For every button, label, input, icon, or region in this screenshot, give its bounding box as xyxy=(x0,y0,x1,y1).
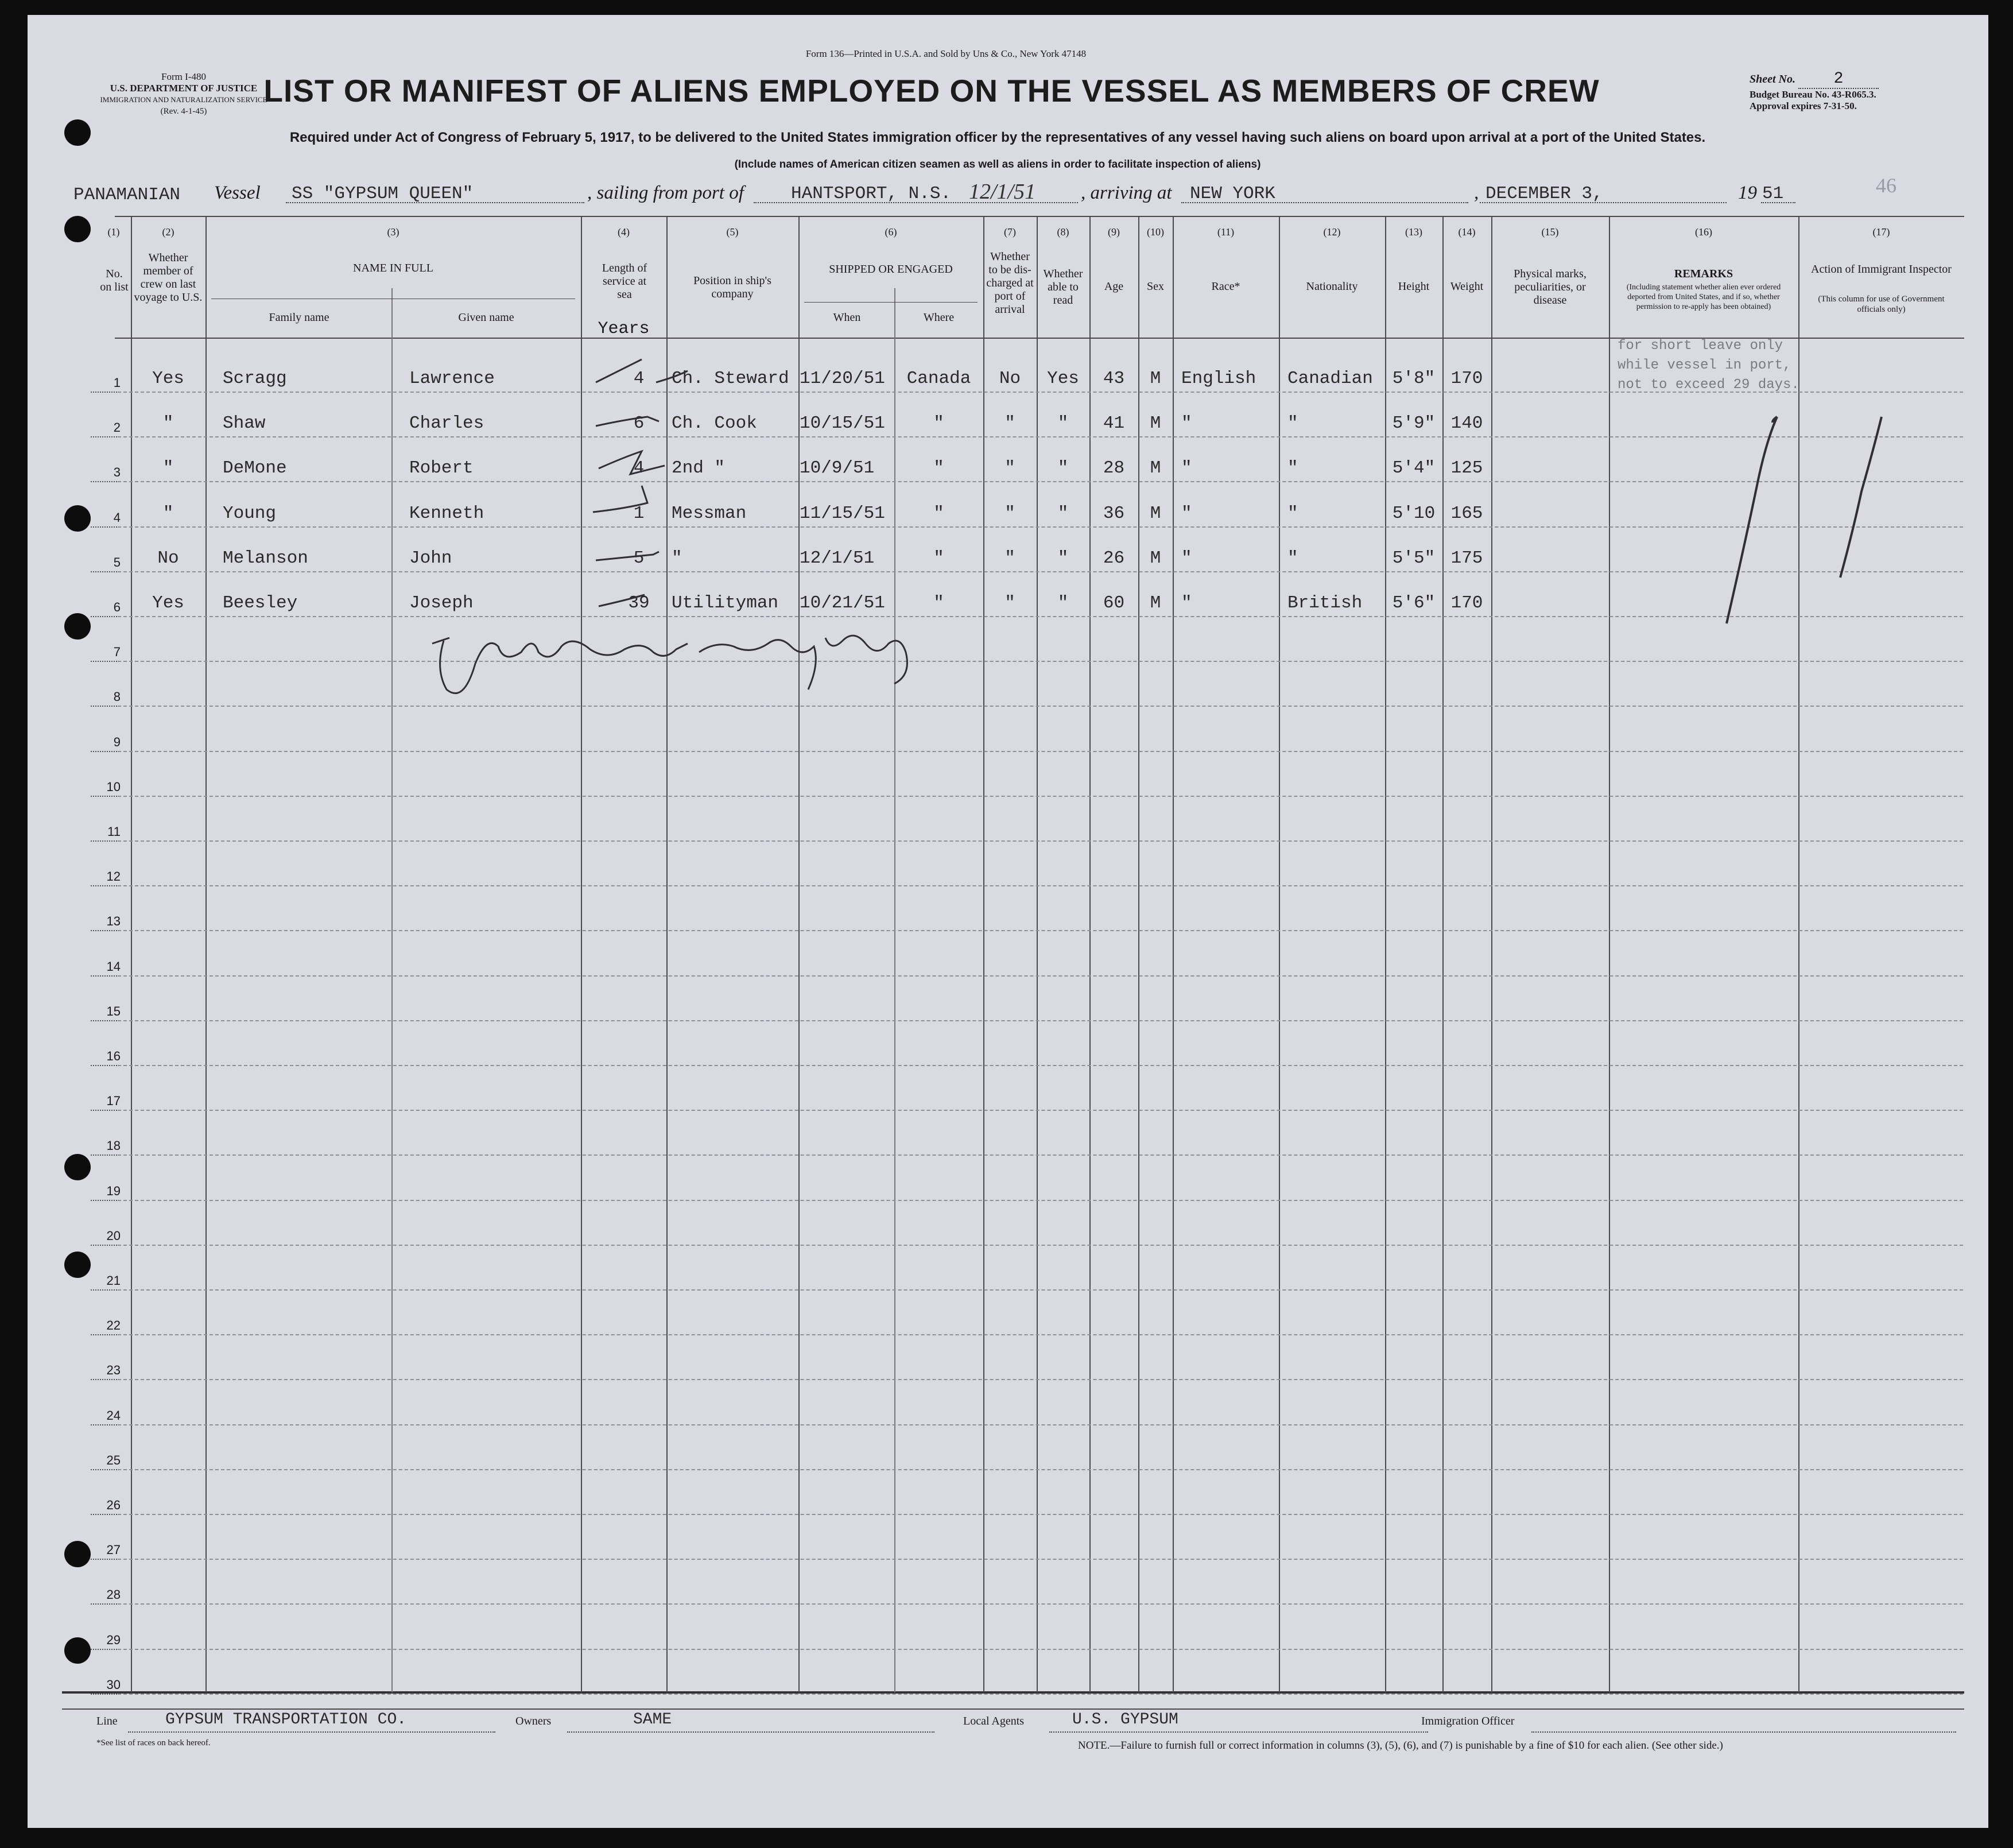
vessel-name: SS "GYPSUM QUEEN" xyxy=(292,184,474,204)
years-at-sea: 1 xyxy=(633,503,645,524)
col-num-6: (6) xyxy=(885,226,897,238)
sailing-label: , sailing from port of xyxy=(587,183,744,203)
able-to-read: " xyxy=(1057,548,1069,568)
position: Messman xyxy=(672,503,747,524)
header-height: Height xyxy=(1398,280,1430,293)
arriving-label: , arriving at xyxy=(1081,183,1172,203)
years-at-sea: 4 xyxy=(633,458,645,478)
year-prefix: 19 xyxy=(1738,183,1757,203)
crew-last-voyage: Yes xyxy=(152,593,184,613)
sheet-number: 2 xyxy=(1798,70,1879,89)
shipped-where: " xyxy=(933,458,944,478)
header-nationality: Nationality xyxy=(1306,280,1358,293)
agents-value: U.S. GYPSUM xyxy=(1072,1711,1178,1729)
punch-hole xyxy=(64,216,91,242)
years-at-sea: 4 xyxy=(633,369,645,389)
punch-hole xyxy=(64,505,91,532)
row-number: 29 xyxy=(106,1633,121,1647)
given-name: John xyxy=(409,548,452,568)
row-number: 1 xyxy=(113,375,121,390)
header-inspector-action: Action of Immigrant Inspector xyxy=(1811,263,1952,276)
header-given-name: Given name xyxy=(458,311,514,324)
position: " xyxy=(672,548,682,568)
punch-hole xyxy=(64,1154,91,1180)
weight: 170 xyxy=(1450,369,1483,389)
header-remarks-note: (Including statement whether alien ever ordered deported from United States, and if so, whether permission to re-apply has been obtained) xyxy=(1626,283,1781,311)
row-number: 12 xyxy=(106,869,121,884)
race: " xyxy=(1181,548,1192,568)
discharged: " xyxy=(1004,503,1015,524)
header-weight: Weight xyxy=(1450,280,1484,293)
header-inspector-note: (This column for use of Government officials only) xyxy=(1818,295,1945,314)
sex: M xyxy=(1150,413,1161,433)
col-num-2: (2) xyxy=(162,226,174,238)
col-num-13: (13) xyxy=(1405,226,1422,238)
weight: 175 xyxy=(1450,548,1483,568)
position: Utilityman xyxy=(672,593,779,613)
line-value: GYPSUM TRANSPORTATION CO. xyxy=(165,1711,407,1729)
weight: 165 xyxy=(1450,503,1483,524)
header-last-voyage: Whether member of crew on last voyage to U.S. xyxy=(134,251,203,304)
arrival-date: DECEMBER 3, xyxy=(1485,184,1603,204)
able-to-read: " xyxy=(1057,458,1069,478)
arrival-year: 51 xyxy=(1762,184,1784,204)
shipped-when: 10/15/51 xyxy=(800,413,885,433)
position: Ch. Steward xyxy=(672,369,789,389)
crew-last-voyage: Yes xyxy=(152,369,184,389)
able-to-read: Yes xyxy=(1047,369,1079,389)
form-number: Form I-480 xyxy=(161,71,206,82)
header-no-on-list: No. on list xyxy=(100,268,129,293)
discharged: No xyxy=(999,369,1021,389)
punch-hole xyxy=(64,1541,91,1567)
row-number: 8 xyxy=(113,689,121,704)
header-name-in-full: NAME IN FULL xyxy=(353,262,433,274)
header-race: Race* xyxy=(1211,280,1240,293)
nationality: " xyxy=(1287,503,1298,524)
remarks-text: for short leave only while vessel in port, not to exceed 29 days. xyxy=(1618,338,1799,393)
include-note: (Include names of American citizen seamen as well as aliens in order to facilitate inspection of aliens) xyxy=(734,158,1261,171)
punch-hole xyxy=(64,1637,91,1664)
given-name: Robert xyxy=(409,458,474,478)
shipped-when: 10/9/51 xyxy=(800,458,875,478)
age: 60 xyxy=(1103,593,1125,613)
department: U.S. DEPARTMENT OF JUSTICE xyxy=(110,83,258,94)
header-length-of-service: Length of service at sea xyxy=(602,262,647,301)
sex: M xyxy=(1150,458,1161,478)
printer-line: Form 136—Printed in U.S.A. and Sold by Uns & Co., New York 47148 xyxy=(805,48,1087,59)
age: 41 xyxy=(1103,413,1125,433)
row-number: 22 xyxy=(106,1318,121,1332)
crew-last-voyage: " xyxy=(162,458,174,478)
sailing-date-handwritten: 12/1/51 xyxy=(969,180,1036,204)
able-to-read: " xyxy=(1057,413,1069,433)
sheet-label: Sheet No. xyxy=(1750,73,1795,86)
nationality: " xyxy=(1287,413,1298,433)
row-number: 23 xyxy=(106,1363,121,1377)
row-number: 6 xyxy=(113,600,121,614)
row-number: 30 xyxy=(106,1677,121,1692)
approval-expiry: Approval expires 7-31-50. xyxy=(1750,100,1857,111)
row-number: 15 xyxy=(106,1004,121,1018)
family-name: Scragg xyxy=(223,369,287,389)
row-number: 7 xyxy=(113,645,121,659)
given-name: Lawrence xyxy=(409,369,495,389)
height: 5'8" xyxy=(1392,369,1436,389)
crew-last-voyage: " xyxy=(162,413,174,433)
header-when: When xyxy=(833,311,861,324)
row-number: 25 xyxy=(106,1453,121,1467)
nationality: Canadian xyxy=(1287,369,1373,389)
requirement-text: Required under Act of Congress of February 5, 1917, to be delivered to the United States immigration officer by the representatives of any vessel having such aliens on board upon arrival at a port of the United States. xyxy=(289,130,1706,145)
row-number: 20 xyxy=(106,1229,121,1243)
tally-marks xyxy=(1727,417,1882,623)
line-label: Line xyxy=(96,1715,118,1727)
race: " xyxy=(1181,458,1192,478)
owners-label: Owners xyxy=(515,1715,552,1727)
punch-hole xyxy=(64,613,91,640)
handwriting-layer xyxy=(28,15,1988,1828)
shipped-when: 10/21/51 xyxy=(800,593,885,613)
given-name: Charles xyxy=(409,413,484,433)
col-num-16: (16) xyxy=(1695,226,1712,238)
years-at-sea: 39 xyxy=(628,593,650,613)
officer-label: Immigration Officer xyxy=(1421,1715,1515,1727)
header-sex: Sex xyxy=(1147,280,1164,293)
col-num-14: (14) xyxy=(1458,226,1476,238)
sex: M xyxy=(1150,503,1161,524)
crew-last-voyage: " xyxy=(162,503,174,524)
page-title: LIST OR MANIFEST OF ALIENS EMPLOYED ON THE VESSEL AS MEMBERS OF CREW xyxy=(263,73,1600,109)
col-num-15: (15) xyxy=(1541,226,1559,238)
able-to-read: " xyxy=(1057,593,1069,613)
header-remarks: REMARKS xyxy=(1674,268,1733,280)
service: IMMIGRATION AND NATURALIZATION SERVICE xyxy=(100,95,267,104)
col-num-8: (8) xyxy=(1057,226,1069,238)
race: " xyxy=(1181,593,1192,613)
row-number: 27 xyxy=(106,1543,121,1557)
row-number: 24 xyxy=(106,1408,121,1423)
header-physical-marks: Physical marks, peculiarities, or disease xyxy=(1514,268,1587,307)
row-number: 5 xyxy=(113,555,121,569)
family-name: Beesley xyxy=(223,593,298,613)
years-at-sea: 5 xyxy=(633,548,645,568)
height: 5'6" xyxy=(1392,593,1436,613)
row-number: 16 xyxy=(106,1049,121,1063)
row-number: 3 xyxy=(113,465,121,479)
years-at-sea: 6 xyxy=(633,413,645,433)
height: 5'10 xyxy=(1392,503,1436,524)
row-number: 13 xyxy=(106,914,121,928)
family-name: Melanson xyxy=(223,548,308,568)
row-number: 21 xyxy=(106,1273,121,1288)
row-number: 18 xyxy=(106,1138,121,1153)
weight: 170 xyxy=(1450,593,1483,613)
shipped-where: " xyxy=(933,548,944,568)
height: 5'9" xyxy=(1392,413,1436,433)
row-number: 19 xyxy=(106,1184,121,1198)
nationality: British xyxy=(1287,593,1363,613)
header-age: Age xyxy=(1104,280,1124,293)
row-number: 14 xyxy=(106,959,121,974)
header-shipped-engaged: SHIPPED OR ENGAGED xyxy=(829,263,953,276)
row-number: 4 xyxy=(113,510,121,525)
shipped-where: " xyxy=(933,503,944,524)
header-discharged: Whether to be dis-charged at port of arrival xyxy=(986,250,1034,316)
given-name: Kenneth xyxy=(409,503,484,524)
col-num-7: (7) xyxy=(1004,226,1016,238)
signature xyxy=(432,636,907,693)
position: Ch. Cook xyxy=(672,413,757,433)
col-num-10: (10) xyxy=(1147,226,1164,238)
sex: M xyxy=(1150,369,1161,389)
row-number: 28 xyxy=(106,1587,121,1602)
family-name: Young xyxy=(223,503,277,524)
header-family-name: Family name xyxy=(269,311,329,324)
crew-last-voyage: No xyxy=(157,548,179,568)
races-note: *See list of races on back hereof. xyxy=(96,1738,211,1748)
discharged: " xyxy=(1004,593,1015,613)
shipped-where: " xyxy=(933,413,944,433)
penalty-note: NOTE.—Failure to furnish full or correct information in columns (3), (5), (6), and (7) is punishable by a fine of $10 for each alien. (See other side.) xyxy=(1078,1739,1723,1752)
given-name: Joseph xyxy=(409,593,474,613)
header-position: Position in ship's company xyxy=(693,274,771,300)
age: 43 xyxy=(1103,369,1125,389)
col-num-12: (12) xyxy=(1323,226,1341,238)
age: 28 xyxy=(1103,458,1125,478)
able-to-read: " xyxy=(1057,503,1069,524)
revision: (Rev. 4-1-45) xyxy=(160,107,207,116)
sex: M xyxy=(1150,548,1161,568)
shipped-where: " xyxy=(933,593,944,613)
flag-nationality: PANAMANIAN xyxy=(73,185,181,205)
col-num-3: (3) xyxy=(387,226,400,238)
weight: 125 xyxy=(1450,458,1483,478)
row-number: 2 xyxy=(113,420,121,435)
vessel-label: Vessel xyxy=(214,183,261,203)
shipped-where: Canada xyxy=(906,369,971,389)
discharged: " xyxy=(1004,548,1015,568)
row-number: 10 xyxy=(106,780,121,794)
nationality: " xyxy=(1287,548,1298,568)
shipped-when: 11/15/51 xyxy=(800,503,885,524)
weight: 140 xyxy=(1450,413,1483,433)
shipped-when: 11/20/51 xyxy=(800,369,885,389)
agents-label: Local Agents xyxy=(963,1715,1025,1727)
sailing-port: HANTSPORT, N.S. xyxy=(791,184,952,204)
row-number: 26 xyxy=(106,1498,121,1512)
punch-hole xyxy=(64,1252,91,1278)
age: 26 xyxy=(1103,548,1125,568)
header-able-to-read: Whether able to read xyxy=(1043,268,1083,307)
arrival-port: NEW YORK xyxy=(1190,184,1275,204)
owners-value: SAME xyxy=(633,1711,672,1729)
nationality: " xyxy=(1287,458,1298,478)
col-num-9: (9) xyxy=(1108,226,1120,238)
discharged: " xyxy=(1004,458,1015,478)
row-number: 17 xyxy=(106,1094,121,1108)
header-where: Where xyxy=(923,311,955,324)
col-num-1: (1) xyxy=(107,226,120,238)
row-number: 11 xyxy=(107,824,121,839)
col-num-11: (11) xyxy=(1217,226,1235,238)
shipped-when: 12/1/51 xyxy=(800,548,875,568)
col-num-4: (4) xyxy=(618,226,630,238)
manifest-sheet: Form I-480 U.S. DEPARTMENT OF JUSTICE IMMIGRATION AND NATURALIZATION SERVICE (Rev. 4-1-45) Form 136—Printed in U.S.A. and Sold by Uns & Co., New York 47148 LIST OR MANIFEST OF ALIENS EMPLOYED ON THE VESSEL AS MEMBERS OF CREW Required under Act of Congress of February 5, 1917, to be delivered to the United States immigration officer by the representatives of any vessel having such aliens on board upon arrival at a port of the United States. (Include names of American citizen seamen as well as aliens in order to facilitate inspection of aliens) Sheet No. 2 Budget Bureau No. 43-R065.3. Approval expires 7-31-50. 46 PANAMANIAN Vessel SS "GYPSUM QUEEN" , sailing from port of HANTSPORT, N.S. 12/1/51 , arriving at NEW YORK , DECEMBER 3, 19 51 (1) (2) (3) (4) (5) (6) (7) (8) (9) (10) (11) (12) (13) (14) (15) (16) (17) No. on list Whether member of crew on last voyage to U.S. NAME IN FULL Family name Given name Length of service at sea Years Position in ship's company SHIPPED OR ENGAGED When Where Whether to be dis-charged at port of arrival Whether able to read Age Sex Race* Nationality Height Weight Physical marks, peculiarities, or disease REMARKS (Including statement whether alien ever ordered deported from United States, and if so, whether permission to re-apply has been obtained) Action of Immigrant Inspector (This column for use of Government officials only) 1 2 3 4 5 6 7 8 9 10 11 12 13 14 15 16 17 18 19 20 21 22 23 24 25 26 27 28 29 30 Yes Scragg Lawrence 4 Ch. Steward 11/20/51 Canada No Yes 43 M English Canadian 5'8" 170 " Shaw Charles 6 Ch. Cook 10/15/51 " " " 41 M " " 5'9" 140 " DeMone Robert 4 2nd " 10/9/51 " " " 28 M " " 5'4" 125 " Young Kenneth 1 Messman 11/15/51 " " " 36 M " " 5'10 165 No Melanson John 5 " 12/1/51 " " " 26 M " " 5'5" 175 Yes Beesley Joseph 39 Utilityman 10/21/51 " " " 60 M " British 5'6" 170 for short leave only while vessel in port, not to exceed 29 days. Line GYPSUM TRANSPORTATION CO. Owners SAME Local Agents U.S. GYPSUM Immigration Officer *See list of races on back hereof. NOTE.—Failure to furnish full or correct information in columns (3), (5), (6), and (7) is punishable by a fine of $10 for each alien. (See other side.) xyxy=(28,15,1988,1828)
header-years: Years xyxy=(598,319,650,339)
family-name: DeMone xyxy=(223,458,287,478)
check-marks xyxy=(593,359,688,606)
col-num-17: (17) xyxy=(1872,226,1890,238)
budget-bureau: Budget Bureau No. 43-R065.3. xyxy=(1750,89,1876,100)
race: English xyxy=(1181,369,1256,389)
sex: M xyxy=(1150,593,1161,613)
race: " xyxy=(1181,503,1192,524)
punch-hole xyxy=(64,119,91,146)
row-number: 9 xyxy=(113,735,121,749)
position: 2nd " xyxy=(672,458,726,478)
family-name: Shaw xyxy=(223,413,266,433)
height: 5'5" xyxy=(1392,548,1436,568)
col-num-5: (5) xyxy=(726,226,739,238)
discharged: " xyxy=(1004,413,1015,433)
stamp-number: 46 xyxy=(1876,174,1896,197)
age: 36 xyxy=(1103,503,1125,524)
race: " xyxy=(1181,413,1192,433)
height: 5'4" xyxy=(1392,458,1436,478)
